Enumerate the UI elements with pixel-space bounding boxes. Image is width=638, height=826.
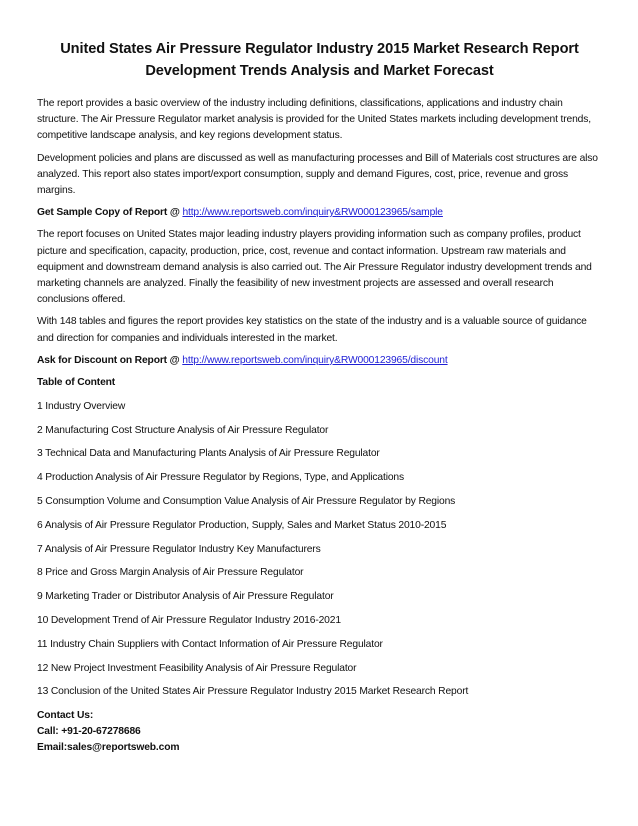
discount-line [37,353,602,369]
policies-paragraph: Development policies and plans are discussed as well as manufacturing processes and Bill of Materials cost structures are also analyzed. This report also states import/export consumption, supply and demand Figures, cost, price, revenue and gross margins. [37,152,598,197]
toc-item: 5 Consumption Volume and Consumption Value Analysis of Air Pressure Regulator by Regions [37,495,456,507]
intro-paragraph: The report provides a basic overview of the industry including definitions, classifications, applications and industry chain structure. The Air Pressure Regulator market analysis is provided for the United States markets including development trends, competitive landscape analysis, and key regions development status. [37,98,591,142]
toc-item: 7 Analysis of Air Pressure Regulator Industry Key Manufacturers [37,543,321,555]
title-line-1: United States Air Pressure Regulator Industry 2015 Market Research Report [60,41,579,57]
toc-item: 6 Analysis of Air Pressure Regulator Production, Supply, Sales and Market Status 2010-2015 [37,519,447,531]
sample-label: Get Sample Copy of Report @ [37,207,183,219]
toc-item: 2 Manufacturing Cost Structure Analysis of Air Pressure Regulator [37,424,329,436]
toc-item: 1 Industry Overview [37,400,126,412]
page-title [37,38,602,82]
contact-email: Email:sales@reportsweb.com [37,741,180,753]
discount-link[interactable]: http://www.reportsweb.com/inquiry&RW000123965/discount [182,354,448,366]
contact-block [37,708,602,755]
toc-item: 9 Marketing Trader or Distributor Analysis of Air Pressure Regulator [37,591,334,603]
toc-item: 3 Technical Data and Manufacturing Plants Analysis of Air Pressure Regulator [37,448,380,460]
sample-link[interactable]: http://www.reportsweb.com/inquiry&RW000123965/sample [182,207,443,219]
contact-phone: Call: +91-20-67278686 [37,725,141,737]
players-paragraph: The report focuses on United States major leading industry players providing information such as company profiles, product picture and specification, capacity, production, price, cost, revenue and contact information. Upstream raw materials and equipment and downstream demand analysis is also carried out. The Air Pressure Regulator industry development trends and marketing channels are analyzed. Finally the feasibility of new investment projects are assessed and overall research conclusions offered. [37,229,592,306]
sample-line [37,205,602,221]
contact-heading: Contact Us: [37,710,94,722]
toc-item: 8 Price and Gross Margin Analysis of Air Pressure Regulator [37,567,304,579]
toc-item: 13 Conclusion of the United States Air Pressure Regulator Industry 2015 Market Research Report [37,686,469,698]
toc-item: 12 New Project Investment Feasibility Analysis of Air Pressure Regulator [37,662,357,674]
title-line-2: Development Trends Analysis and Market Forecast [145,63,494,79]
statistics-paragraph: With 148 tables and figures the report provides key statistics on the state of the industry and is a valuable source of guidance and direction for companies and individuals interested in the market. [37,316,587,344]
toc-item: 4 Production Analysis of Air Pressure Regulator by Regions, Type, and Applications [37,472,404,484]
toc-item: 10 Development Trend of Air Pressure Regulator Industry 2016-2021 [37,614,341,626]
toc-heading: Table of Content [37,377,116,389]
table-of-contents [37,399,602,701]
toc-item: 11 Industry Chain Suppliers with Contact Information of Air Pressure Regulator [37,638,383,650]
discount-label: Ask for Discount on Report @ [37,354,183,366]
